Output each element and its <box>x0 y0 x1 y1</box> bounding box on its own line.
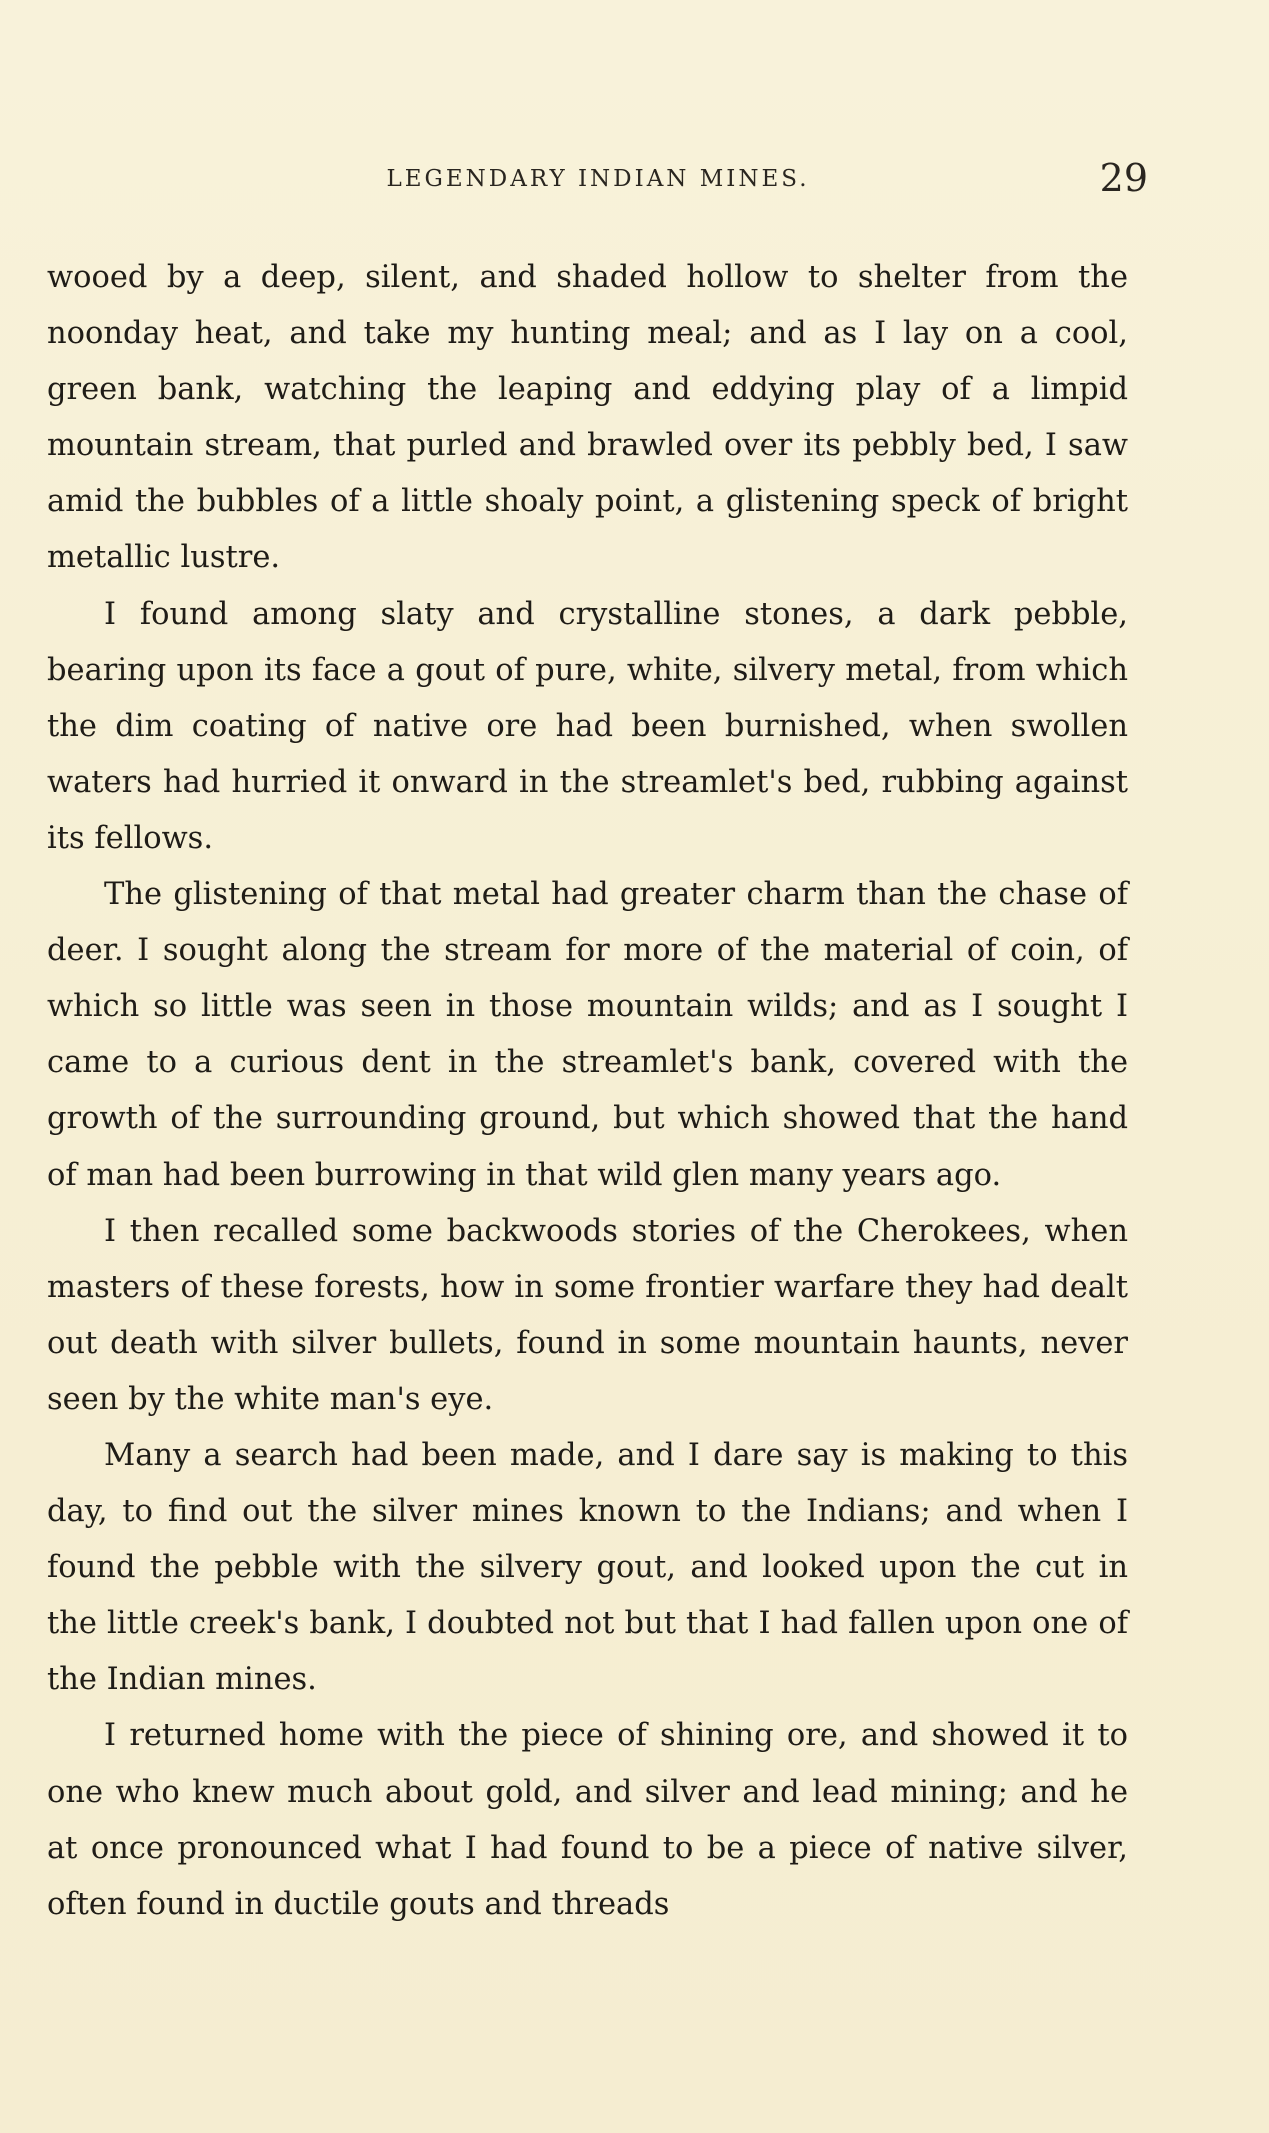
paragraph-3: The glistening of that metal had greater charm than the chase of deer. I sought along the stream for more of the material of coin, of which so little was seen in those mountain wilds; and as I sought I came to a curious dent in the streamlet's bank, covered with the growth of the surrounding ground, but which showed that the hand of man had been burrowing in that wild glen many years ago. <box>47 877 1128 1193</box>
body-text <box>47 250 1128 1933</box>
page-number: 29 <box>1099 156 1148 200</box>
paragraph-4: I then recalled some backwoods stories of the Cherokees, when masters of these forests, how in some frontier warfare they had dealt out death with silver bullets, found in some mountain haunts, never seen by the white man's eye. <box>47 1213 1128 1417</box>
paragraph-2: I found among slaty and crystalline stones, a dark pebble, bearing upon its face a gout of pure, white, silvery metal, from which the dim coating of native ore had been burnished, when swollen waters had hurried it onward in the streamlet's bed, rubbing against its fellows. <box>47 596 1128 856</box>
page-header <box>48 156 1148 216</box>
paragraph-1: wooed by a deep, silent, and shaded hollow to shelter from the noonday heat, and take my hunting meal; and as I lay on a cool, green bank, watching the leaping and eddying play of a limpid mountain stream, that purled and brawled over its pebbly bed, I saw amid the bubbles of a little shoaly point, a glistening speck of bright metallic lustre. <box>47 260 1128 576</box>
paragraph-6: I returned home with the piece of shining ore, and showed it to one who knew much about gold, and silver and lead mining; and he at once pronounced what I had found to be a piece of native silver, often found in ductile gouts and threads <box>47 1718 1128 1922</box>
running-head: LEGENDARY INDIAN MINES. <box>386 166 810 192</box>
paragraph-5: Many a search had been made, and I dare say is making to this day, to find out the silver mines known to the Indians; and when I found the pebble with the silvery gout, and looked upon the cut in the little creek's bank, I doubted not but that I had fallen upon one of the Indian mines. <box>47 1437 1128 1698</box>
